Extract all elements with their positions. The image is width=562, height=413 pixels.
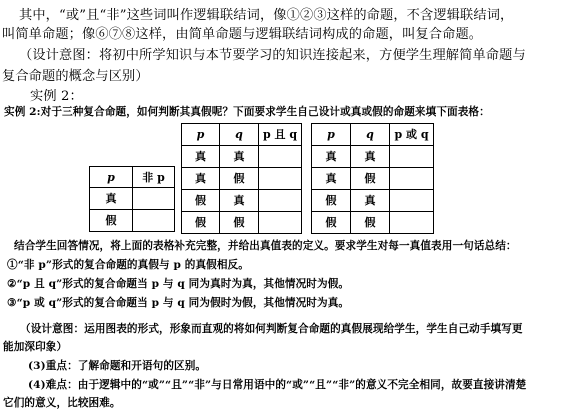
table-not-header-not-p: 非 p [133,167,175,188]
table-and-header-p-and-q: p 且 q [259,124,302,146]
rule-not: ①“非 p”形式的复合命题的真假与 p 的真假相反。 [7,259,249,271]
rule-and: ②“p 且 q”形式的复合命题当 p 与 q 同为真时为真，其他情况时为假。 [7,278,350,290]
table-or-cell[interactable] [390,168,434,190]
table-and-cell: 假 [182,212,220,234]
summary-intro: 结合学生回答情况，将上面的表格补充完整，并给出真值表的定义。要求学生对每一真值表用一句话总结： [14,240,517,252]
table-not-cell[interactable] [133,188,175,210]
table-not-header-p: p [90,167,133,188]
truth-table-not [89,166,175,232]
table-or-cell: 假 [351,212,390,234]
intro-line-1: 其中，“或”且“非”这些词叫作逻辑联结词，像①②③这样的命题，不含逻辑联结词， [19,8,514,23]
table-or-cell: 真 [312,168,351,190]
table-and-header-q: q [220,124,259,146]
difficulty-line-1: (4)难点：由于逻辑中的“或”“且”“非”与日常用语中的“或”“且”“非”的意义不完全相同，故要直接讲清楚 [28,379,527,391]
table-not-cell: 真 [90,188,133,210]
table-or-cell[interactable] [390,212,434,234]
table-or-cell[interactable] [390,190,434,212]
intro-line-3: （设计意图：将初中所学知识与本节要学习的知识连接起来，方便学生理解简单命题与 [19,48,526,63]
table-not-cell[interactable] [133,210,175,232]
table-and-cell: 假 [220,168,259,190]
table-and-cell: 假 [220,212,259,234]
design-note-line-2: 能加深印象） [3,341,68,353]
truth-table-and [181,123,302,234]
table-and-cell: 真 [182,168,220,190]
example2-prompt: 实例 2:对于三种复合命题，如何判断其真假呢？下面要求学生自己设计或真或假的命题来填下面表格： [4,106,490,118]
intro-line-2: 叫简单命题；像⑥⑦⑧这样，由简单命题与逻辑联结词构成的命题，叫复合命题。 [2,27,483,42]
table-and-cell[interactable] [259,146,302,168]
table-and-cell[interactable] [259,212,302,234]
table-or-cell: 假 [351,168,390,190]
key-point: (3)重点：了解命题和开语句的区别。 [28,360,207,372]
table-and-header-p: p [182,124,220,146]
table-or-header-q: q [351,124,390,146]
table-or-cell: 真 [312,146,351,168]
design-note-line-1: （设计意图：运用图表的形式，形象而直观的将如何判断复合命题的真假展现给学生，学生自己动手填写更 [20,323,523,335]
table-and-cell: 真 [220,146,259,168]
table-or-cell: 假 [312,190,351,212]
table-or-cell: 真 [351,190,390,212]
table-or-cell: 真 [351,146,390,168]
table-or-header-p-or-q: p 或 q [390,124,434,146]
table-or-header-p: p [312,124,351,146]
table-or-cell: 假 [312,212,351,234]
table-and-cell: 真 [220,190,259,212]
truth-table-or [311,123,434,234]
table-and-cell: 假 [182,190,220,212]
difficulty-line-2: 它们的意义，比较困难。 [3,397,121,409]
table-not-cell: 假 [90,210,133,232]
table-and-cell[interactable] [259,190,302,212]
table-and-cell[interactable] [259,168,302,190]
table-and-cell: 真 [182,146,220,168]
rule-or: ③“p 或 q”形式的复合命题当 p 与 q 同为假时为假，其他情况时为真。 [7,297,350,309]
example-heading: 实例 2： [30,89,83,104]
intro-line-4: 复合命题的概念与区别） [2,69,149,84]
table-or-cell[interactable] [390,146,434,168]
